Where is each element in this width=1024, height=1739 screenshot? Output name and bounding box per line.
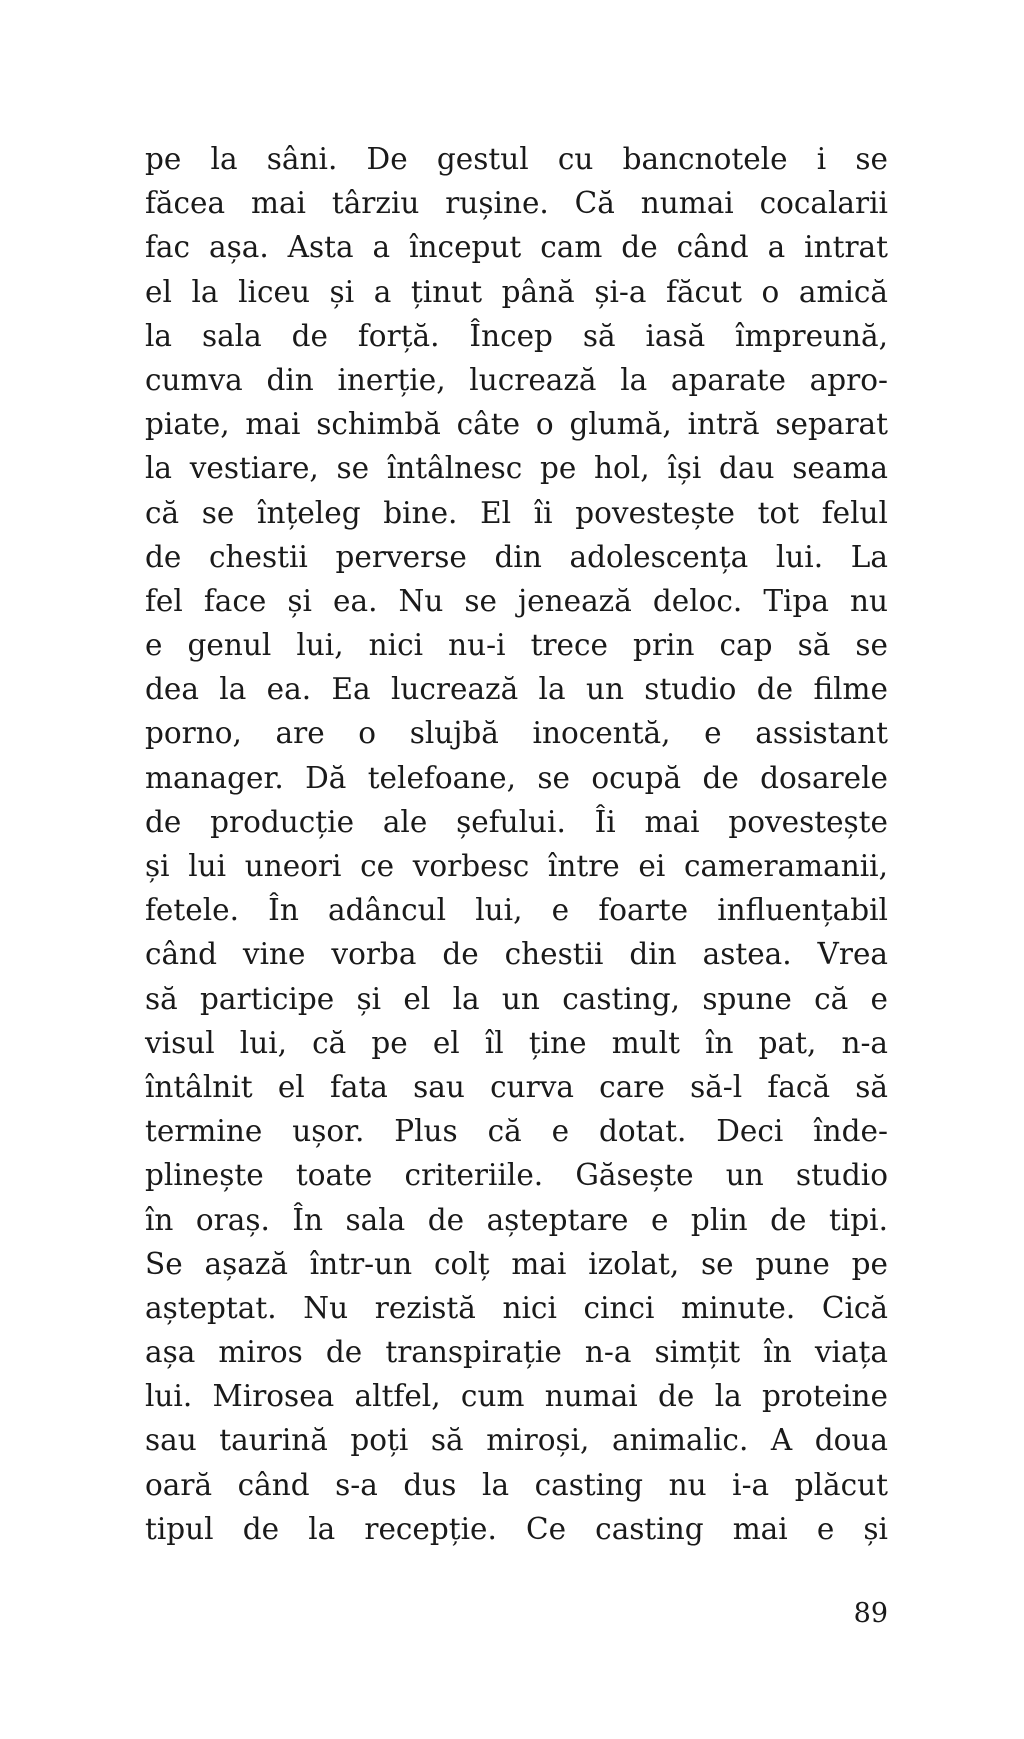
text-line: piate, mai schimbă câte o glumă, intră separat bbox=[145, 407, 888, 442]
text-line: el la liceu și a ținut până și-a făcut o amică bbox=[145, 274, 888, 309]
text-line: de producție ale șefului. Îi mai povestește bbox=[145, 804, 888, 839]
text-line: de chestii perverse din adolescența lui. La bbox=[145, 539, 888, 574]
text-line: porno, are o slujbă inocentă, e assistant bbox=[145, 716, 888, 751]
text-line: să participe și el la un casting, spune că e bbox=[145, 981, 888, 1016]
body-text bbox=[145, 137, 888, 1551]
text-line: întâlnit el fata sau curva care să-l facă să bbox=[145, 1069, 888, 1104]
text-line: sau taurină poți să miroși, animalic. A doua bbox=[145, 1423, 888, 1458]
text-line: termine ușor. Plus că e dotat. Deci înde- bbox=[145, 1114, 888, 1149]
text-line: e genul lui, nici nu-i trece prin cap să se bbox=[145, 628, 888, 663]
text-line: la vestiare, se întâlnesc pe hol, își dau seama bbox=[145, 451, 888, 486]
text-line: când vine vorba de chestii din astea. Vrea bbox=[145, 937, 888, 972]
text-line: cumva din inerție, lucrează la aparate apro- bbox=[145, 362, 888, 397]
page-number: 89 bbox=[853, 1598, 888, 1629]
text-line: plinește toate criteriile. Găsește un studio bbox=[145, 1158, 888, 1193]
text-line: fel face și ea. Nu se jenează deloc. Tipa nu bbox=[145, 583, 888, 618]
text-line: pe la sâni. De gestul cu bancnotele i se bbox=[145, 142, 888, 176]
text-line: fetele. În adâncul lui, e foarte influențabil bbox=[145, 893, 888, 928]
text-line: lui. Mirosea altfel, cum numai de la proteine bbox=[145, 1379, 888, 1414]
text-line: făcea mai târziu rușine. Că numai cocalarii bbox=[145, 186, 888, 221]
text-line: la sala de forță. Încep să iasă împreună, bbox=[145, 318, 888, 353]
text-line: în oraș. În sala de așteptare e plin de tipi. bbox=[145, 1202, 888, 1237]
text-line: manager. Dă telefoane, se ocupă de dosarele bbox=[145, 760, 888, 795]
text-line: fac așa. Asta a început cam de când a intrat bbox=[145, 230, 888, 265]
text-line: așteptat. Nu rezistă nici cinci minute. Cică bbox=[145, 1290, 888, 1325]
text-line: visul lui, că pe el îl ține mult în pat, n-a bbox=[145, 1025, 888, 1060]
text-line: că se înțeleg bine. El îi povestește tot felul bbox=[145, 495, 888, 530]
text-line: așa miros de transpirație n-a simțit în viața bbox=[145, 1335, 888, 1370]
text-line: oară când s-a dus la casting nu i-a plăcut bbox=[145, 1467, 888, 1502]
text-line: tipul de la recepție. Ce casting mai e și bbox=[145, 1511, 888, 1546]
text-line: și lui uneori ce vorbesc între ei cameramanii, bbox=[145, 849, 888, 883]
text-line: Se așază într-un colț mai izolat, se pune pe bbox=[145, 1246, 888, 1281]
text-line: dea la ea. Ea lucrează la un studio de filme bbox=[145, 672, 888, 707]
